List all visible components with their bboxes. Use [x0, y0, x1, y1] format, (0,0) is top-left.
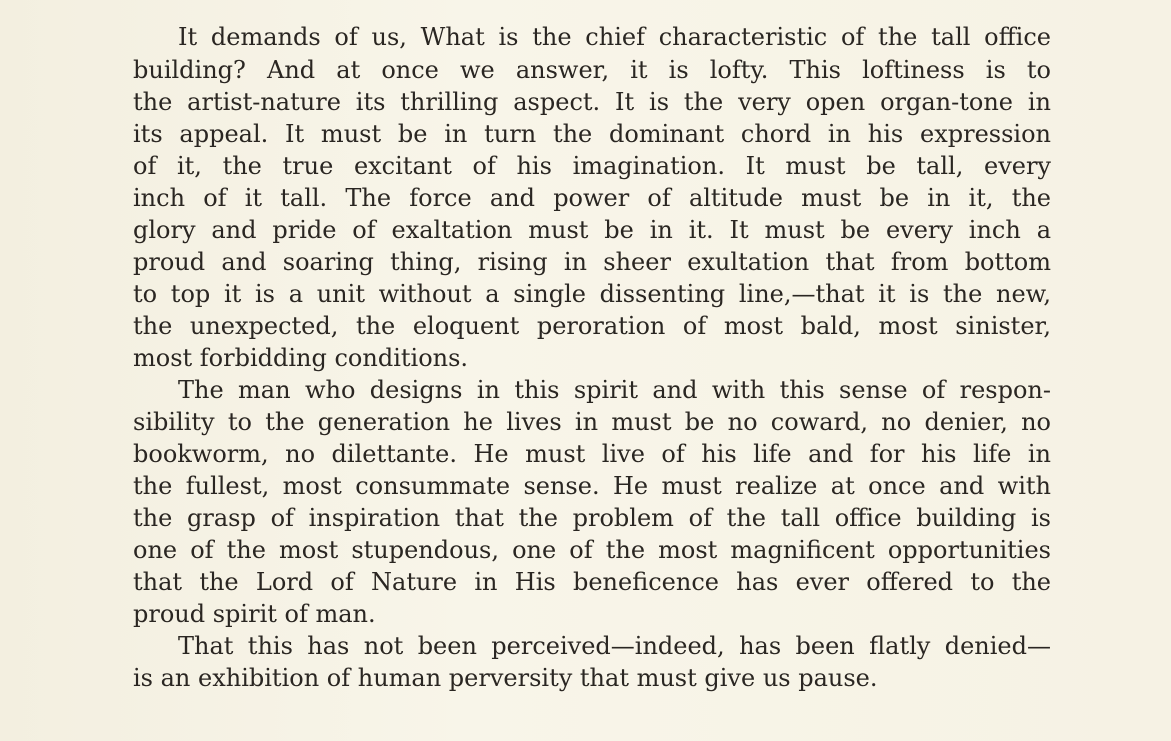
text-line: proud spirit of man.: [133, 600, 376, 628]
text-line: the fullest, most consummate sense. He must realize at once and with: [133, 472, 1051, 500]
text-line: the unexpected, the eloquent peroration of most bald, most sinister,: [133, 312, 1051, 340]
text-line: its appeal. It must be in turn the dominant chord in his expression: [133, 120, 1051, 148]
text-line: sibility to the generation he lives in must be no coward, no denier, no: [133, 408, 1051, 436]
text-line: the artist-nature its thrilling aspect. It is the very open organ-tone in: [133, 88, 1051, 116]
text-line: inch of it tall. The force and power of altitude must be in it, the: [133, 184, 1051, 212]
text-line: the grasp of inspiration that the problem of the tall office building is: [133, 504, 1051, 532]
text-line: glory and pride of exaltation must be in it. It must be every inch a: [133, 216, 1051, 244]
text-line: The man who designs in this spirit and with this sense of respon-: [178, 376, 1051, 404]
text-line: to top it is a unit without a single dissenting line,—that it is the new,: [133, 280, 1051, 308]
text-line: proud and soaring thing, rising in sheer exultation that from bottom: [133, 248, 1051, 276]
text-line: that the Lord of Nature in His beneficence has ever offered to the: [133, 568, 1051, 596]
text-line: It demands of us, What is the chief characteristic of the tall office: [178, 23, 1051, 51]
text-line: That this has not been perceived—indeed, has been flatly denied—: [178, 632, 1051, 660]
text-line: most forbidding conditions.: [133, 344, 469, 372]
text-line: is an exhibition of human perversity that must give us pause.: [133, 664, 878, 692]
text-line: of it, the true excitant of his imagination. It must be tall, every: [133, 152, 1051, 180]
text-line: bookworm, no dilettante. He must live of his life and for his life in: [133, 440, 1051, 468]
text-line: one of the most stupendous, one of the most magnificent opportunities: [133, 536, 1051, 564]
text-line: building? And at once we answer, it is lofty. This loftiness is to: [133, 56, 1051, 84]
